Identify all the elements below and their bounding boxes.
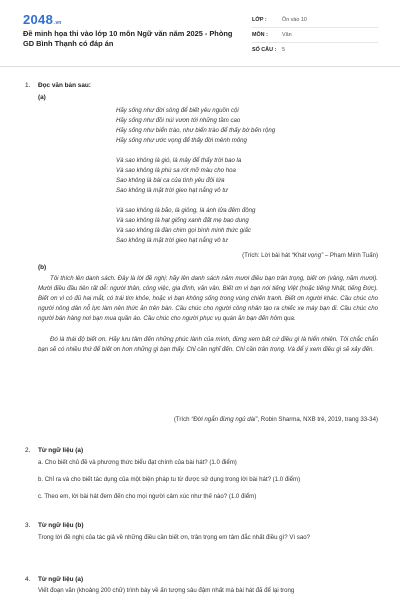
- poem-line: Và sao không là hạt giống xanh đất mẹ bao dung: [116, 217, 249, 224]
- passage-paragraph-2: [38, 335, 378, 355]
- poem-line: Sao không là mặt trời gieo hạt nắng vô tư: [116, 237, 228, 244]
- logo-domain: .vn: [54, 20, 62, 26]
- poem-line: Và sao không là gió, là mây để thấy trời bao la: [116, 157, 242, 164]
- meta-class-value: Ôn vào 10: [282, 17, 307, 23]
- poem-line: Sao không là mặt trời gieo hạt nắng vô tư: [116, 187, 228, 194]
- poem-line: Và sao không là bão, là giông, là ánh lửa đêm đông: [116, 207, 256, 214]
- question-number: 4.: [25, 576, 31, 583]
- logo-text: 2048: [23, 12, 54, 27]
- poem-credit: [242, 252, 378, 259]
- page-title: Đề minh họa thi vào lớp 10 môn Ngữ văn năm 2025 - Phòng GD Bình Thạnh có đáp án: [23, 29, 233, 48]
- poem-line: Sao không là bài ca của tình yêu đôi lứa: [116, 177, 225, 184]
- source-suffix: , Robin Sharma, NXB trẻ, 2019, trang 33-34): [257, 416, 378, 423]
- meta-subject-label: MÔN :: [252, 32, 268, 38]
- poem-line: Hãy sống như đồi núi vươn tới những tầm cao: [116, 117, 241, 124]
- credit-song: “Khát vọng”: [291, 252, 324, 259]
- passage-source: [174, 416, 378, 423]
- passage-text-1: Tôi thích lên danh sách. Đây là lời đề nghị: hãy lên danh sách năm mươi điều bạn trân trọng, biết ơn (vâng, năm mươi). Mười điều đầu tiên rất dễ: người thân, công việc, gia đình, văn vân. Biết ơn vì bạn nói tiếng Việt (hoặc tiếng Nhật, tiếng Đức). Biết ơn vì có đủ hai mắt, có trái tim khỏe, hoặc vì bạn không sống trong vùng chiến tranh. Biết ơn người khác. Cầu chúc cho người nông dân nỗ lực làm nên thức ăn trên bàn. Cầu chúc cho người công nhân tạo ra chiếc xe máy bạn đi. Cầu chúc cho người bán hàng nơi bạn mua quần áo. Cầu chúc cho người phục vụ quán ăn bạn đến hôm qua.: [38, 275, 378, 322]
- passage-paragraph-1: [38, 274, 378, 324]
- credit-suffix: – Phạm Minh Tuấn): [323, 252, 378, 259]
- meta-count: [252, 43, 378, 57]
- poem-stanza-break: [116, 146, 275, 156]
- meta-class-label: LỚP :: [252, 17, 267, 23]
- source-prefix: (Trích: [173, 416, 192, 423]
- question-number: 2.: [25, 447, 31, 454]
- meta-class: [252, 13, 378, 28]
- question-4-text: Viết đoạn văn (khoảng 200 chữ) trình bày về ấn tượng sâu đậm nhất mà bài hát đã để lại trong: [38, 587, 295, 594]
- meta-subject: [252, 28, 378, 43]
- poem-line: Và sao không là phù sa rót mỡ màu cho hoa: [116, 167, 236, 174]
- site-logo[interactable]: [23, 12, 61, 27]
- meta-count-label: SỐ CÂU :: [252, 47, 277, 53]
- question-number: 1.: [25, 82, 31, 89]
- question-3-text: Trong lời đề nghị của tác giả về những điều cần biết ơn, trân trọng em tâm đắc nhất điều gì? Vì sao?: [38, 534, 311, 541]
- question-title: Từ ngữ liệu (a): [38, 576, 84, 583]
- credit-prefix: (Trích: Lời bài hát: [242, 252, 292, 259]
- exam-meta: [252, 13, 378, 57]
- passage-text-2: Đó là thái độ biết ơn. Hãy lưu tâm đến những phúc lành của mình, đừng xem bất cứ điều gì là hiển nhiên. Tôi chắc chắn bạn sẽ có nhiều thứ để biết ơn hơn những gì bạn thấy. Chỉ cần nghĩ đến. Chỉ cần trân trọng. Và để ý xem điều gì sẽ xảy đến.: [38, 336, 378, 353]
- question-2-item-c: c. Theo em, lời bài hát đem đến cho mọi người cảm xúc như thế nào? (1.0 điểm): [38, 493, 257, 500]
- question-title: Từ ngữ liệu (a): [38, 447, 84, 454]
- poem-line: Hãy sống như ước vọng để thấy đời mênh mông: [116, 137, 247, 144]
- question-title: Đọc văn bản sau:: [38, 82, 91, 89]
- meta-subject-value: Văn: [282, 32, 292, 38]
- poem: [116, 106, 275, 246]
- source-title: “Đời ngắn đừng ngủ dài”: [191, 416, 258, 423]
- question-number: 3.: [25, 522, 31, 529]
- question-2-item-a: a. Cho biết chủ đề và phương thức biểu đạt chính của bài hát? (1.0 điểm): [38, 459, 237, 466]
- poem-stanza-break: [116, 196, 275, 206]
- part-a-label: (a): [38, 94, 46, 101]
- question-title: Từ ngữ liệu (b): [38, 522, 84, 529]
- exam-content: [0, 66, 400, 600]
- question-2-item-b: b. Chỉ ra và cho biết tác dụng của một biện pháp tu từ được sử dụng trong lời bài hát? (1.0 điểm): [38, 476, 301, 483]
- meta-count-value: 5: [282, 47, 285, 53]
- poem-line: Hãy sống như biển trào, như biển trào để thấy bờ bến rộng: [116, 127, 276, 134]
- part-b-label: (b): [38, 264, 47, 271]
- poem-line: Hãy sống như đời sông để biết yêu nguồn cội: [116, 107, 239, 114]
- page-header: [0, 0, 400, 67]
- poem-line: Và sao không là đàn chim gọi bình minh thức giấc: [116, 227, 251, 234]
